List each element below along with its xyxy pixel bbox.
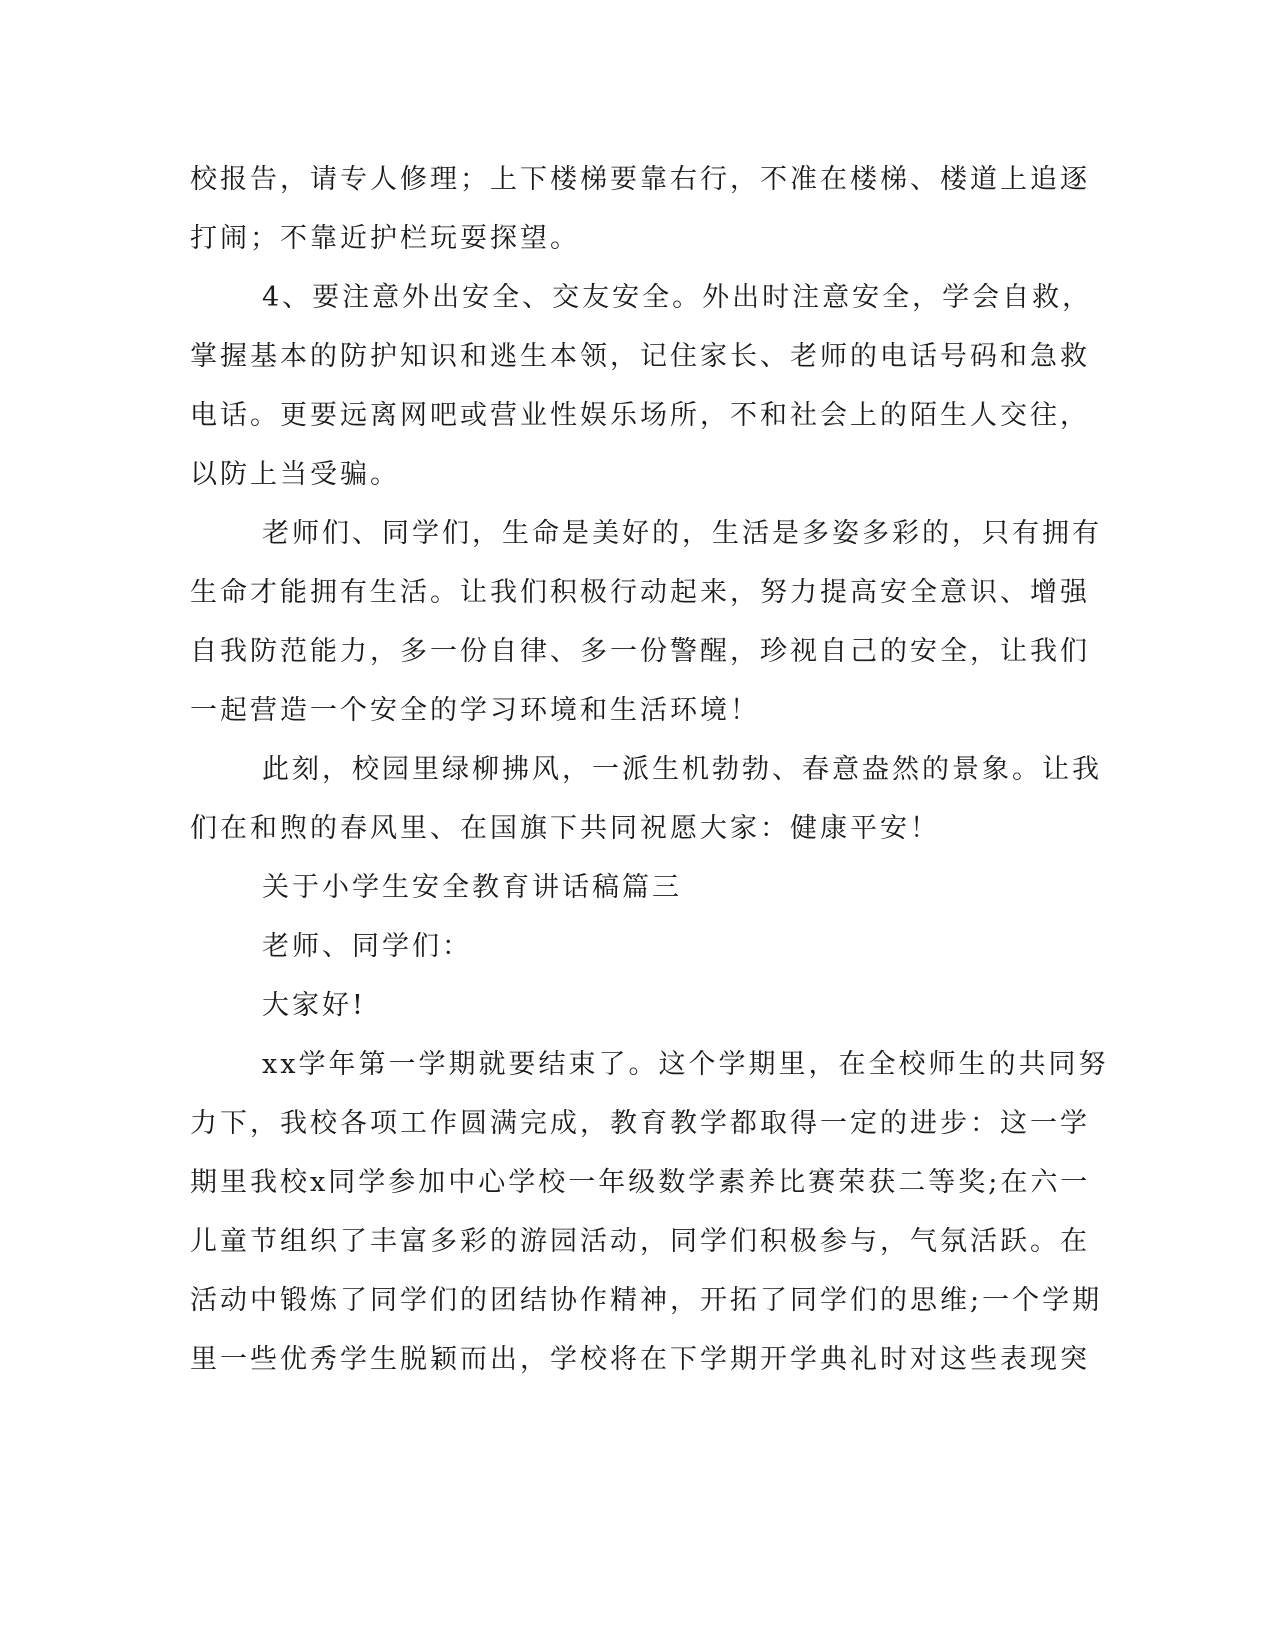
text-line: 打闹；不靠近护栏玩耍探望。: [190, 223, 580, 254]
text-line: 一起营造一个安全的学习环境和生活环境！: [190, 695, 760, 726]
text-line: 掌握基本的防护知识和逃生本领，记住家长、老师的电话号码和急救: [190, 341, 1090, 372]
text-line: 儿童节组织了丰富多彩的游园活动，同学们积极参与，气氛活跃。在: [190, 1226, 1090, 1257]
text-line: 自我防范能力，多一份自律、多一份警醒，珍视自己的安全，让我们: [190, 636, 1090, 667]
section-heading: 关于小学生安全教育讲话稿篇三: [262, 872, 682, 903]
text-line: 们在和煦的春风里、在国旗下共同祝愿大家：健康平安！: [190, 813, 940, 844]
paragraph-start-line: 4、要注意外出安全、交友安全。外出时注意安全，学会自救，: [262, 282, 1093, 313]
text-line: 里一些优秀学生脱颖而出，学校将在下学期开学典礼时对这些表现突: [190, 1344, 1090, 1375]
text-line: 校报告，请专人修理；上下楼梯要靠右行，不准在楼梯、楼道上追逐: [190, 164, 1090, 195]
greeting: 大家好!: [262, 990, 366, 1021]
text-line: 电话。更要远离网吧或营业性娱乐场所，不和社会上的陌生人交往，: [190, 400, 1090, 431]
salutation: 老师、同学们：: [262, 931, 472, 962]
text-line: 活动中锻炼了同学们的团结协作精神，开拓了同学们的思维;一个学期: [190, 1285, 1103, 1316]
text-line: 力下，我校各项工作圆满完成，教育教学都取得一定的进步：这一学: [190, 1108, 1090, 1139]
paragraph-start-line: 老师们、同学们，生命是美好的，生活是多姿多彩的，只有拥有: [262, 518, 1102, 549]
text-line: 期里我校x同学参加中心学校一年级数学素养比赛荣获二等奖;在六一: [190, 1167, 1091, 1198]
paragraph-start-line: xx学年第一学期就要结束了。这个学期里，在全校师生的共同努: [262, 1049, 1109, 1080]
text-line: 生命才能拥有生活。让我们积极行动起来，努力提高安全意识、增强: [190, 577, 1090, 608]
text-line: 以防上当受骗。: [190, 459, 400, 490]
paragraph-start-line: 此刻，校园里绿柳拂风，一派生机勃勃、春意盎然的景象。让我: [262, 754, 1102, 785]
